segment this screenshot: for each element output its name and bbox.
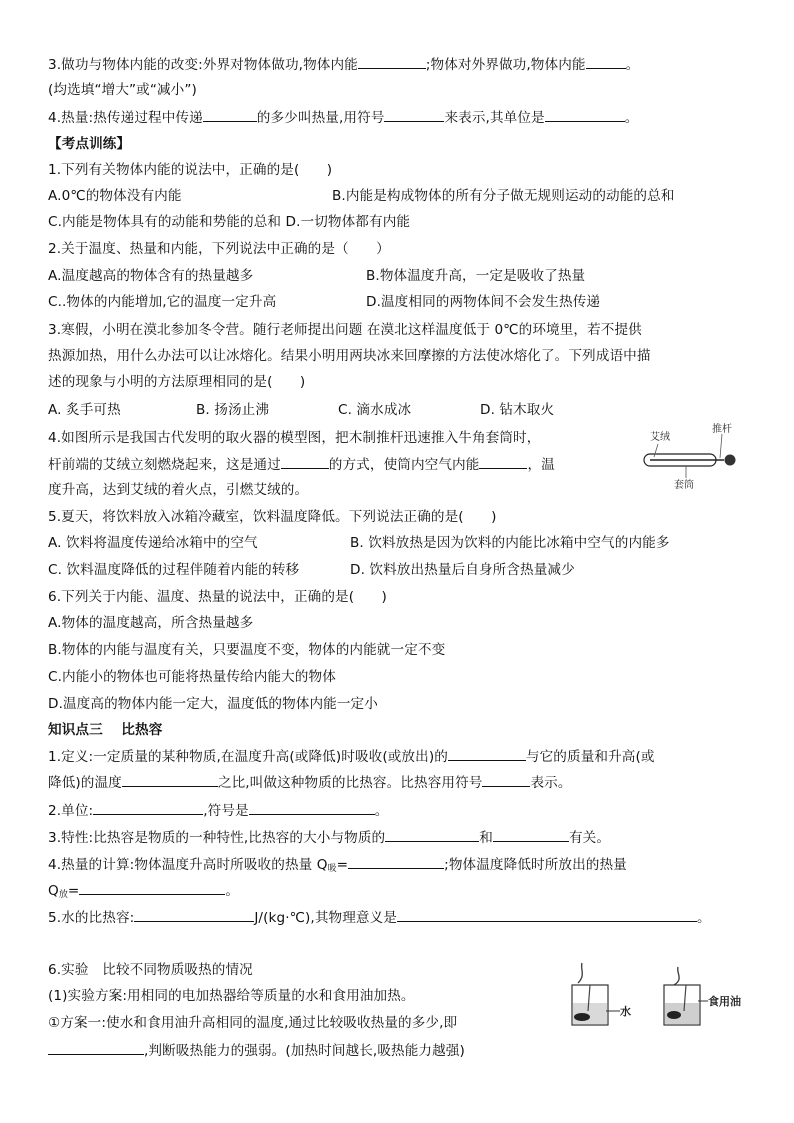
subscript: 吸 <box>327 864 337 874</box>
text: J/(kg·℃),其物理意义是 <box>254 910 397 926</box>
blank[interactable] <box>348 854 444 869</box>
subscript: 放 <box>58 890 68 900</box>
text: 与它的质量和升高(或 <box>525 749 655 765</box>
t-q2: 2.关于温度、热量和内能，下列说法中正确的是（ ） <box>48 241 390 257</box>
option-d[interactable]: D.一切物体都有内能 <box>285 214 411 230</box>
text: ;物体温度降低时所放出的热量 <box>444 857 627 873</box>
text: 。 <box>625 57 640 73</box>
blank[interactable] <box>122 772 218 787</box>
training-heading: 【考点训练】 <box>48 136 131 152</box>
blank[interactable] <box>385 827 479 842</box>
option-b[interactable]: B.物体温度升高，一定是吸收了热量 <box>366 268 586 284</box>
section-heading: 知识点三 比热容 <box>48 722 163 738</box>
text: = <box>67 883 80 899</box>
q3-note: (均选填“增大”或“减小”) <box>48 82 197 98</box>
blank[interactable] <box>134 907 254 922</box>
experiment-scheme1: ①方案一:使水和食用油升高相同的温度,通过比较吸收热量的多少,即 <box>48 1015 458 1031</box>
blank[interactable] <box>358 54 426 69</box>
t-q5-options-cd <box>48 560 575 580</box>
text: Q <box>48 883 59 899</box>
fig-label-pushrod: 推杆 <box>712 424 732 435</box>
def-line2 <box>48 772 572 793</box>
q3-work-line <box>48 54 639 75</box>
blank[interactable] <box>586 54 626 69</box>
option-a[interactable]: A.物体的温度越高，所含热量越多 <box>48 615 254 631</box>
t-q5-options-ab <box>48 533 670 553</box>
water-line <box>48 907 711 928</box>
blank[interactable] <box>93 800 203 815</box>
t-q4-line1: 4.如图所示是我国古代发明的取火器的模型图，把木制推杆迅速推入牛角套筒时， <box>48 430 541 446</box>
option-c[interactable]: C. 滴水成冰 <box>338 402 412 418</box>
blank[interactable] <box>493 827 569 842</box>
option-a[interactable]: A. 饮料将温度传递给冰箱中的空气 <box>48 535 258 551</box>
text: 3.特性:比热容是物质的一种特性,比热容的大小与物质的 <box>48 830 386 846</box>
t-q1: 1.下列有关物体内能的说法中，正确的是( ) <box>48 162 333 178</box>
text: 。 <box>624 110 639 126</box>
text: 3.做功与物体内能的改变:外界对物体做功,物体内能 <box>48 57 358 73</box>
text: 。 <box>697 910 711 926</box>
blank[interactable] <box>482 772 530 787</box>
blank[interactable] <box>384 107 444 122</box>
text: ,判断吸热能力的强弱。(加热时间越长,吸热能力越强) <box>144 1043 465 1059</box>
blank[interactable] <box>249 800 375 815</box>
t-q6: 6.下列关于内能、温度、热量的说法中，正确的是( ) <box>48 589 387 605</box>
option-d[interactable]: D. 钻木取火 <box>480 402 555 418</box>
blank[interactable] <box>203 107 257 122</box>
option-c[interactable]: C. 饮料温度降低的过程伴随着内能的转移 <box>48 562 300 578</box>
text: 4.热量:热传递过程中传递 <box>48 110 203 126</box>
t-q3-options <box>48 400 554 420</box>
t-q1-options-cd <box>48 212 410 232</box>
text: 。 <box>374 803 389 819</box>
option-a[interactable]: A. 炙手可热 <box>48 402 121 418</box>
calc-line1 <box>48 854 627 879</box>
text: 之比,叫做这种物质的比热容。比热容用符号 <box>217 775 483 791</box>
text: 来表示,其单位是 <box>444 110 545 126</box>
text: 。 <box>225 883 240 899</box>
experiment-scheme1-cont <box>48 1040 465 1061</box>
t-q3-line2: 热源加热，用什么办法可以让冰熔化。结果小明用两块冰来回摩擦的方法使冰熔化了。下列成语中描 <box>48 348 651 364</box>
blank[interactable] <box>281 454 329 469</box>
option-b[interactable]: B. 饮料放热是因为饮料的内能比冰箱中空气的内能多 <box>350 535 670 551</box>
text: 和 <box>479 830 493 846</box>
text: ;物体对外界做功,物体内能 <box>425 57 586 73</box>
text: ,符号是 <box>203 803 249 819</box>
text: 降低)的温度 <box>48 775 122 791</box>
t-q2-options-ab <box>48 266 585 286</box>
text: 的方式，使筒内空气内能 <box>328 457 480 473</box>
property-line <box>48 827 610 848</box>
option-b[interactable]: B.内能是构成物体的所有分子做无规则运动的动能的总和 <box>332 188 675 204</box>
option-c[interactable]: C.内能是物体具有的动能和势能的总和 <box>48 214 282 230</box>
fig-label-moxa: 艾绒 <box>650 432 670 443</box>
blank[interactable] <box>448 746 526 761</box>
text: 杆前端的艾绒立刻燃烧起来，这是通过 <box>48 457 281 473</box>
option-c[interactable]: C.内能小的物体也可能将热量传给内能大的物体 <box>48 669 336 685</box>
t-q5: 5.夏天，将饮料放入冰箱冷藏室，饮料温度降低。下列说法正确的是( ) <box>48 509 497 525</box>
t-q4-line2 <box>48 454 555 475</box>
text: 2.单位: <box>48 803 94 819</box>
option-d[interactable]: D.温度高的物体内能一定大，温度低的物体内能一定小 <box>48 696 378 712</box>
blank[interactable] <box>397 907 697 922</box>
text: 5.水的比热容: <box>48 910 135 926</box>
text: 表示。 <box>530 775 572 791</box>
text: 1.定义:一定质量的某种物质,在温度升高(或降低)时吸收(或放出)的 <box>48 749 448 765</box>
option-b[interactable]: B. 扬汤止沸 <box>196 402 270 418</box>
text: = <box>336 857 349 873</box>
t-q2-options-cd <box>48 292 600 312</box>
option-d[interactable]: D. 饮料放出热量后自身所含热量减少 <box>350 562 575 578</box>
text: 的多少叫热量,用符号 <box>256 110 385 126</box>
t-q4-line3: 度升高，达到艾绒的着火点，引燃艾绒的。 <box>48 482 309 498</box>
text: 4.热量的计算:物体温度升高时所吸收的热量 Q <box>48 857 328 873</box>
option-b[interactable]: B.物体的内能与温度有关，只要温度不变，物体的内能就一定不变 <box>48 642 446 658</box>
q4-heat-line <box>48 107 638 128</box>
t-q3-line3: 述的现象与小明的方法原理相同的是( ) <box>48 374 306 390</box>
blank[interactable] <box>79 880 225 895</box>
t-q3-line1: 3.寒假，小明在漠北参加冬令营。随行老师提出问题 在漠北这样温度低于 0℃的环境里，若不提供 <box>48 322 642 338</box>
option-a[interactable]: A.温度越高的物体含有的热量越多 <box>48 268 254 284</box>
calc-line2 <box>48 880 239 905</box>
blank[interactable] <box>48 1040 144 1055</box>
option-a[interactable]: A.0℃的物体没有内能 <box>48 188 182 204</box>
unit-line <box>48 800 388 821</box>
text: 有关。 <box>568 830 611 846</box>
fig-label-oil: 食用油 <box>708 995 741 1008</box>
option-c[interactable]: C..物体的内能增加,它的温度一定升高 <box>48 294 277 310</box>
def-line1 <box>48 746 655 767</box>
blank[interactable] <box>479 454 527 469</box>
text: ，温 <box>527 457 555 473</box>
option-d[interactable]: D.温度相同的两物体间不会发生热传递 <box>366 294 601 310</box>
fig-label-water: 水 <box>620 1005 631 1018</box>
experiment-title: 6.实验 比较不同物质吸热的情况 <box>48 962 253 978</box>
fire-piston-figure <box>636 420 746 500</box>
heating-beakers-figure <box>560 955 750 1035</box>
fig-label-sleeve: 套筒 <box>674 480 694 491</box>
blank[interactable] <box>545 107 625 122</box>
t-q1-options-ab <box>48 186 675 206</box>
experiment-plan: (1)实验方案:用相同的电加热器给等质量的水和食用油加热。 <box>48 988 415 1004</box>
